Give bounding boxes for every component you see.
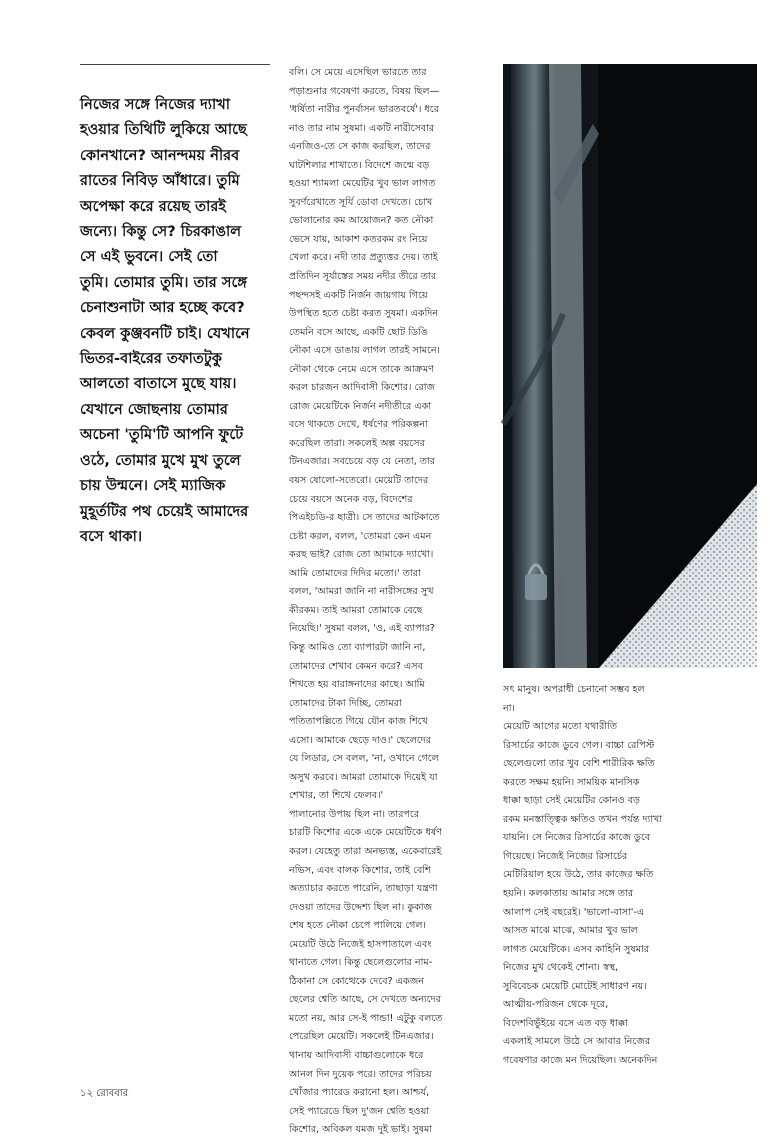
pull-quote: নিজের সঙ্গে নিজের দ্যাখা হওয়ার তিথিটি লুকিয়ে আছে কোনখানে? আনন্দময় নীরব রাতের নিবিড় আঁধারে। তুমি অপেক্ষা করে রয়েছ তারই জন্যে। কিন্তু সে? চিরকাঙাল সে এই ভুবনে। সেই তো তুমি। তোমার তুমি। তার সঙ্গে চেনাশুনাটা আর হচ্ছে কবে? কেবল কুঞ্জবনটি চাই। যেখানে ভিতর-বাইরের তফাতটুকু আলতো বাতাসে মুছে যায়। যেখানে জোছনায় তোমার অচেনা 'তুমি'টি আপনি ফুটে ওঠে, তোমার মুখে মুখ তুলে চায় উন্মনে। সেই ম্যাজিক মুহূর্তটির পথ চেয়েই আমাদের বসে থাকা। xyxy=(80,96,250,545)
article-column-right: সৎ মানুষ। অপরাধী চেনানো সম্ভব হল না। মেয়েটি আগের মতো যথারীতি রিসার্চের কাজে ডুবে গেল। বাচ্চা রেপিস্ট ছেলেগুলো তার খুব বেশি শারীরিক ক্ষতি করতে সক্ষম হয়নি। সাময়িক মানসিক ধাক্কা ছাড়া সেই মেয়েটির কোনও বড় রকম মনস্তাত্ত্বিক ক্ষতিও তখন পর্যন্ত দ্যাখা যায়নি। সে নিজের রিসার্চের কাজে ডুবে গিয়েছে। নিজেই নিজের রিসার্চের মেটিরিয়াল হয়ে উঠে, তার কাজের ক্ষতি হয়নি। কলকাতায় আমার সঙ্গে তার আলাপ সেই বছরেই। 'ভালো-বাসা'-এ আসত মাঝে মাঝে, আমার খুব ভাল লাগত মেয়েটিকে। এসব কাহিনি সুষমার নিজের মুখ থেকেই শোনা। স্বস্থ, সুবিবেচক মেয়েটি মোটেই সাধারণ নয়। আত্মীয়-পরিজন থেকে দূরে, বিদেশবিভুঁইয়ে বসে এত বড় ধাক্কা একলাই সামলে উঠে সে আবার নিজের গবেষণার কাজে মন দিয়েছিল। অনেকদিন xyxy=(503,684,663,1066)
page-footer: ১২ রোববার xyxy=(80,1088,129,1099)
top-rule xyxy=(80,64,270,65)
article-photo xyxy=(503,64,757,668)
article-column-middle: বলি। সে মেয়ে এসেছিল ভারতে তার পড়াশুনার গবেষণা করতে, বিষয় ছিল— 'ধর্ষিতা নারীর পুনর্বাসন ভারতবর্ষে'। ধরে নাও তার নাম সুষমা। একটি নারীসেবার এনজিও-তে সে কাজ করছিল, তাদের ঘাটশিলার শাখাতে। বিদেশে জন্মে বড় হওয়া শ্যামলা মেয়েটির খুব ভাল লাগত সুবর্ণরেখাতে সূর্যি ডোবা দেখতে। চোখ ভোলানোর কম আয়োজন? কত নৌকা ভেসে যায়, আকাশ কতরকম রং নিয়ে খেলা করে। নদী তার প্রত্যুত্তর দেয়। তাই প্রতিদিন সূর্যাস্তের সময় নদীর তীরে তার পছন্দসই একটি নির্জন জায়গায় গিয়ে উপস্থিত হতে চেষ্টা করত সুষমা। একদিন তেমনি বসে আছে, একটি ছোট ডিঙি নৌকা এসে ডাঙায় লাগল তারই সামনে। নৌকা থেকে নেমে এসে তাকে আক্রমণ করল চারজন আদিবাসী কিশোর। রোজ রোজ মেয়েটিকে নির্জন নদীতীরে একা বসে থাকতে দেখে, ধর্ষণের পরিকল্পনা করেছিল তারা। সকলেই অল্প বয়সের টিনএজার। সবচেয়ে বড় যে নেতা, তার বয়স ষোলো-সতেরো। মেয়েটি তাদের চেয়ে বয়সে অনেক বড়, বিদেশের পিএইচডি-র ছাত্রী। সে তাদের আটকাতে চেষ্টা করল, বলল, 'তোমরা কেন এমন করছ ভাই? রোজ তো আমাকে দ্যাখো। আমি তোমাদের দিদির মতো।' তারা বলল, 'আমরা জানি না নারীসঙ্গের সুখ কীরকম। তাই আমরা তোমাকে বেছে নিয়েছি।' সুষমা বলল, 'ও, এই ব্যাপার? কিন্তু আমিও তো ব্যাপারটা জানি না, তোমাদের শেখাব কেমন করে? এসব শিখতে হয় বারাঙ্গনাদের কাছে। আমি তোমাদের টাকা দিচ্ছি, তোমরা পতিতাপল্লিতে গিয়ে যৌন কাজ শিখে এসো। আমাকে ছেড়ে দাও।' ছেলেদের যে লিডার, সে বলল, 'না, ওখানে গেলে অসুখ করবে। আমরা তোমাকে দিয়েই যা শেখার, তা শিখে ফেলব।' পালানোর উপায় ছিল না। তারপরে চারটি কিশোর একে একে মেয়েটিকে ধর্ষণ করল। যেহেতু তারা অনভ্যস্ত, একেবারেই নভিস, এবং বালক কিশোর, তাই বেশি অত্যাচার করতে পারেনি, তাছাড়া যন্ত্রণা দেওয়া তাদের উদ্দেশ্য ছিল না। কুকাজ শেষ হতে নৌকা চেপে পালিয়ে গেল। মেয়েটি উঠে নিজেই হাসপাতালে এবং থানাতে গেল। কিন্তু ছেলেগুলোর নাম- ঠিকানা সে কোত্থেকে দেবে? একজন ছেলের শ্বেতি আছে, সে দেখতে অন্যদের মতো নয়, আর সে-ই পান্ডা! এটুকু বলতে পেরেছিল মেয়েটি। সকলেই টিনএজার। থানায় আদিবাসী বাচ্চাগুলোকে ধরে আনল দিন দুয়েক পরে। তাদের পরিচয় খোঁজার প্যারেড করানো হল। আশ্চর্য, সেই প্যারেডে ছিল দু'জন শ্বেতি হওয়া কিশোর, অবিকল যমজ দুই ভাই। সুষমা xyxy=(289,67,443,1136)
